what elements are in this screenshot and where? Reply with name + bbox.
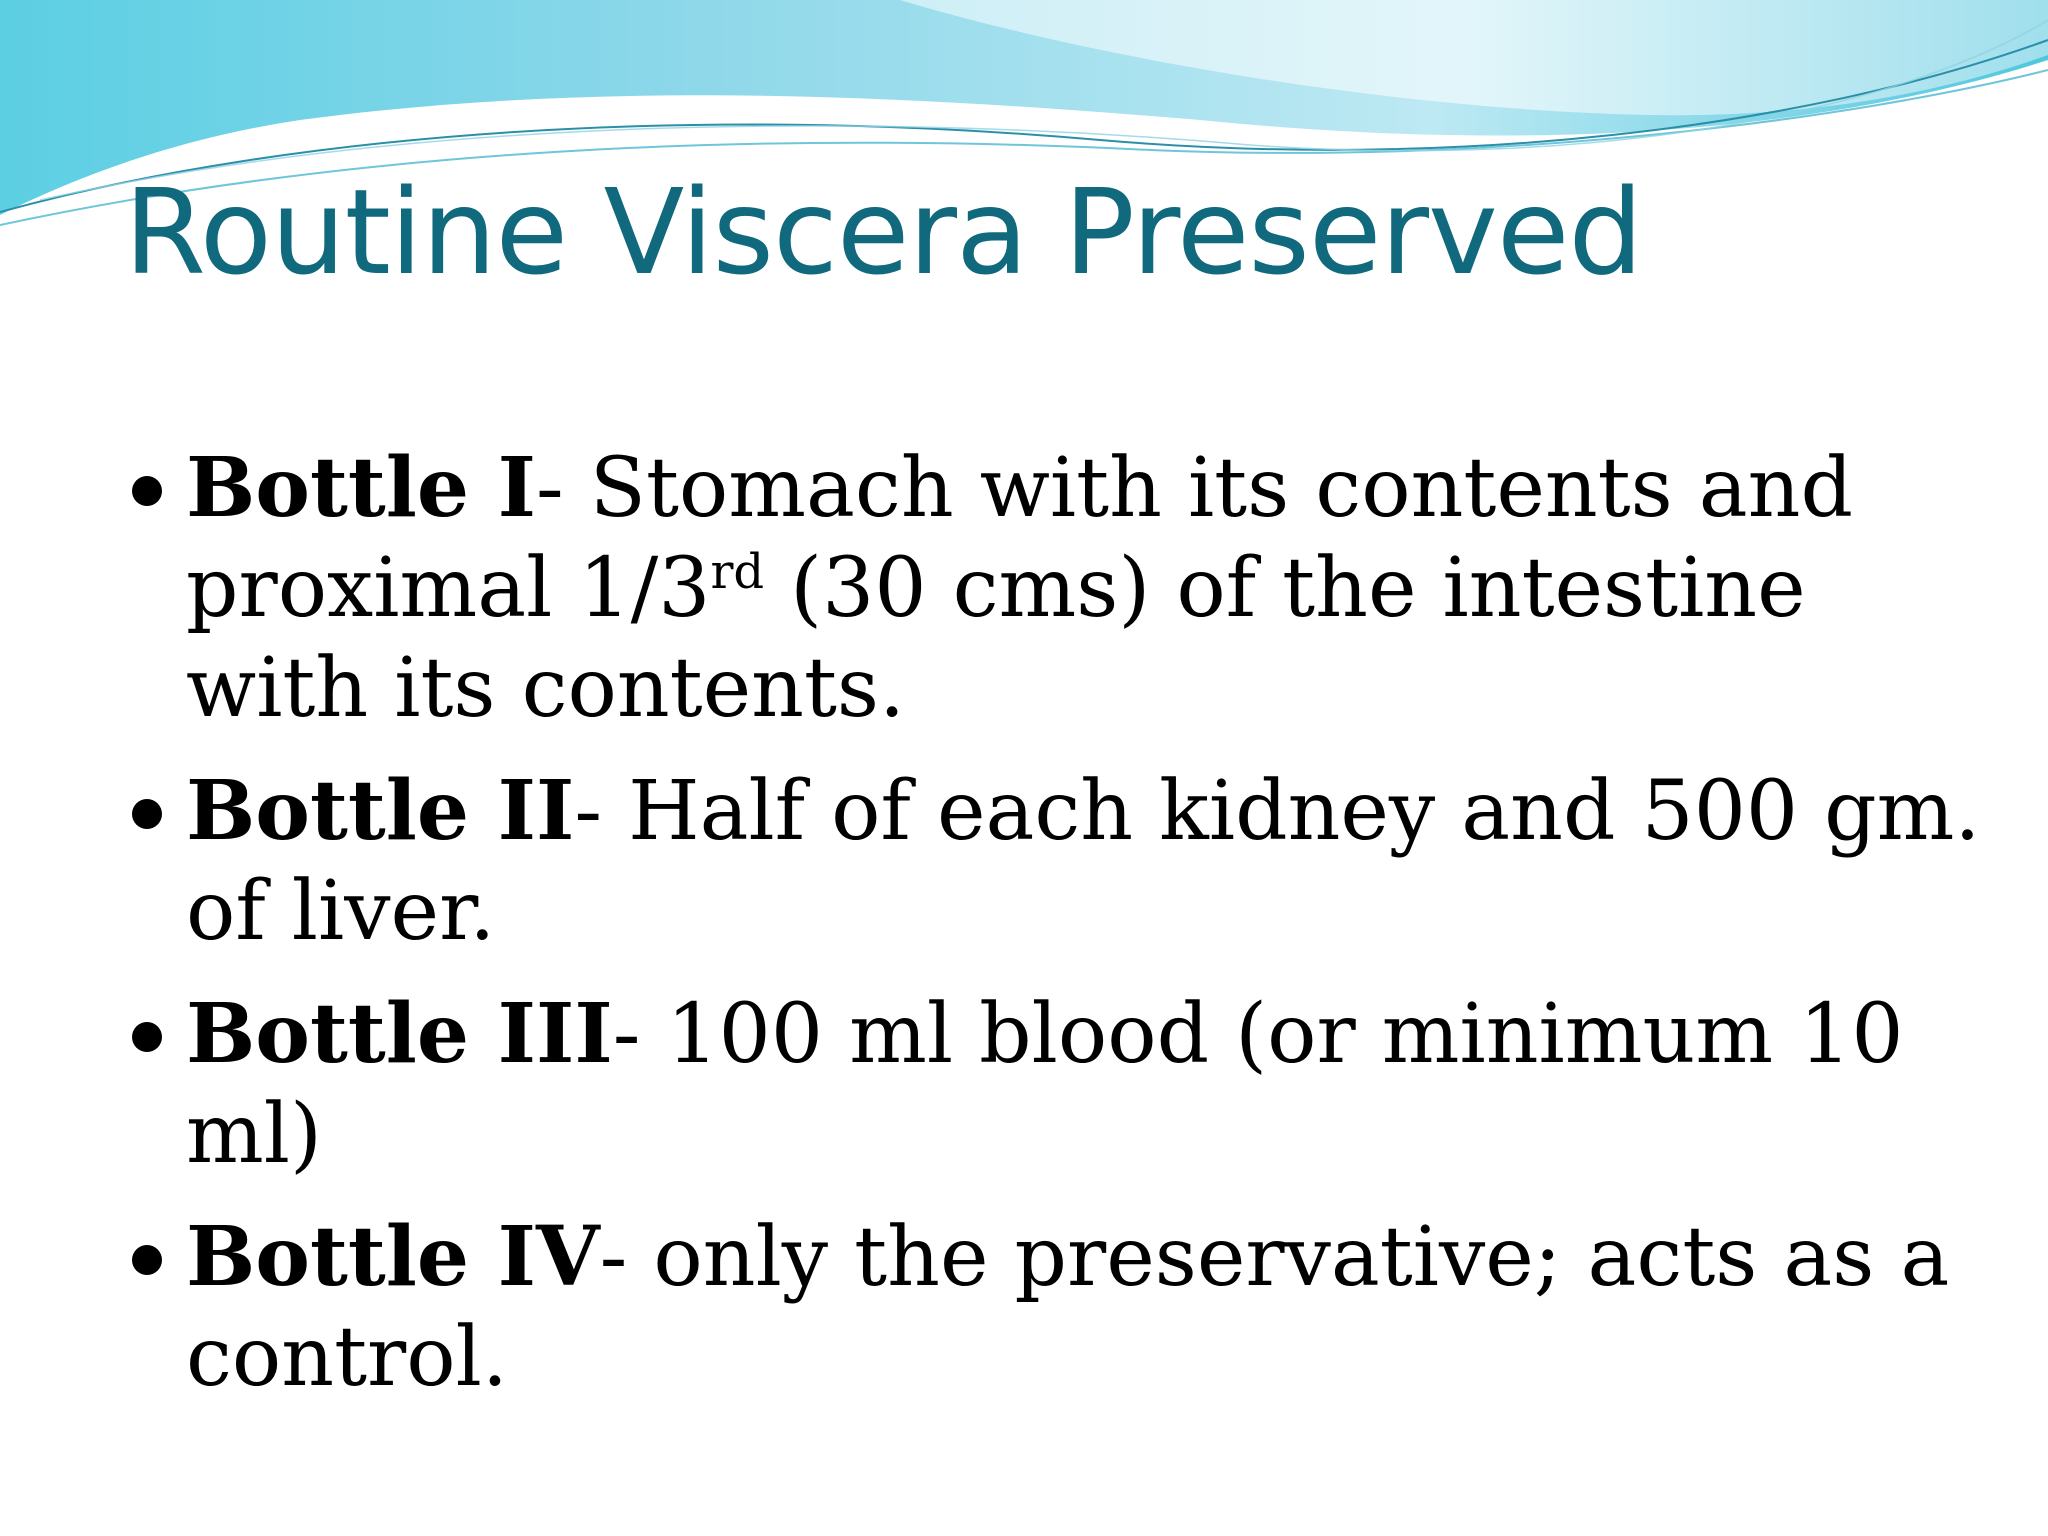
bullet-item-bottle-1 bbox=[128, 438, 2008, 739]
bullet-text: Stomach with its contents and proximal 1/3 bbox=[186, 441, 1853, 636]
bullet-separator: - bbox=[574, 764, 629, 859]
bullet-item-bottle-3 bbox=[128, 984, 2008, 1185]
bullet-item-bottle-4 bbox=[128, 1207, 2008, 1408]
bullet-label: Bottle IV bbox=[186, 1209, 600, 1305]
bullet-dot-icon bbox=[132, 1245, 162, 1275]
bullet-separator: - bbox=[599, 1210, 654, 1305]
bullet-item-bottle-2 bbox=[128, 761, 2008, 962]
bullet-text: Half of each kidney and 500 gm. of liver. bbox=[186, 764, 1981, 959]
bullet-label: Bottle II bbox=[186, 763, 575, 859]
bullet-label: Bottle I bbox=[186, 440, 536, 536]
bullet-list bbox=[128, 438, 2008, 1430]
bullet-text: only the preservative; acts as a control. bbox=[186, 1210, 1950, 1405]
bullet-dot-icon bbox=[132, 799, 162, 829]
bullet-separator: - bbox=[612, 987, 667, 1082]
bullet-separator: - bbox=[535, 441, 590, 536]
bullet-label: Bottle III bbox=[186, 986, 613, 1082]
bullet-dot-icon bbox=[132, 476, 162, 506]
bullet-text-continued: (30 cms) of the intestine with its contents. bbox=[186, 541, 1806, 736]
bullet-dot-icon bbox=[132, 1022, 162, 1052]
bullet-text: 100 ml blood (or minimum 10 ml) bbox=[186, 987, 1904, 1182]
bullet-superscript: rd bbox=[710, 544, 765, 600]
slide-title: Routine Viscera Preserved bbox=[124, 163, 1643, 301]
